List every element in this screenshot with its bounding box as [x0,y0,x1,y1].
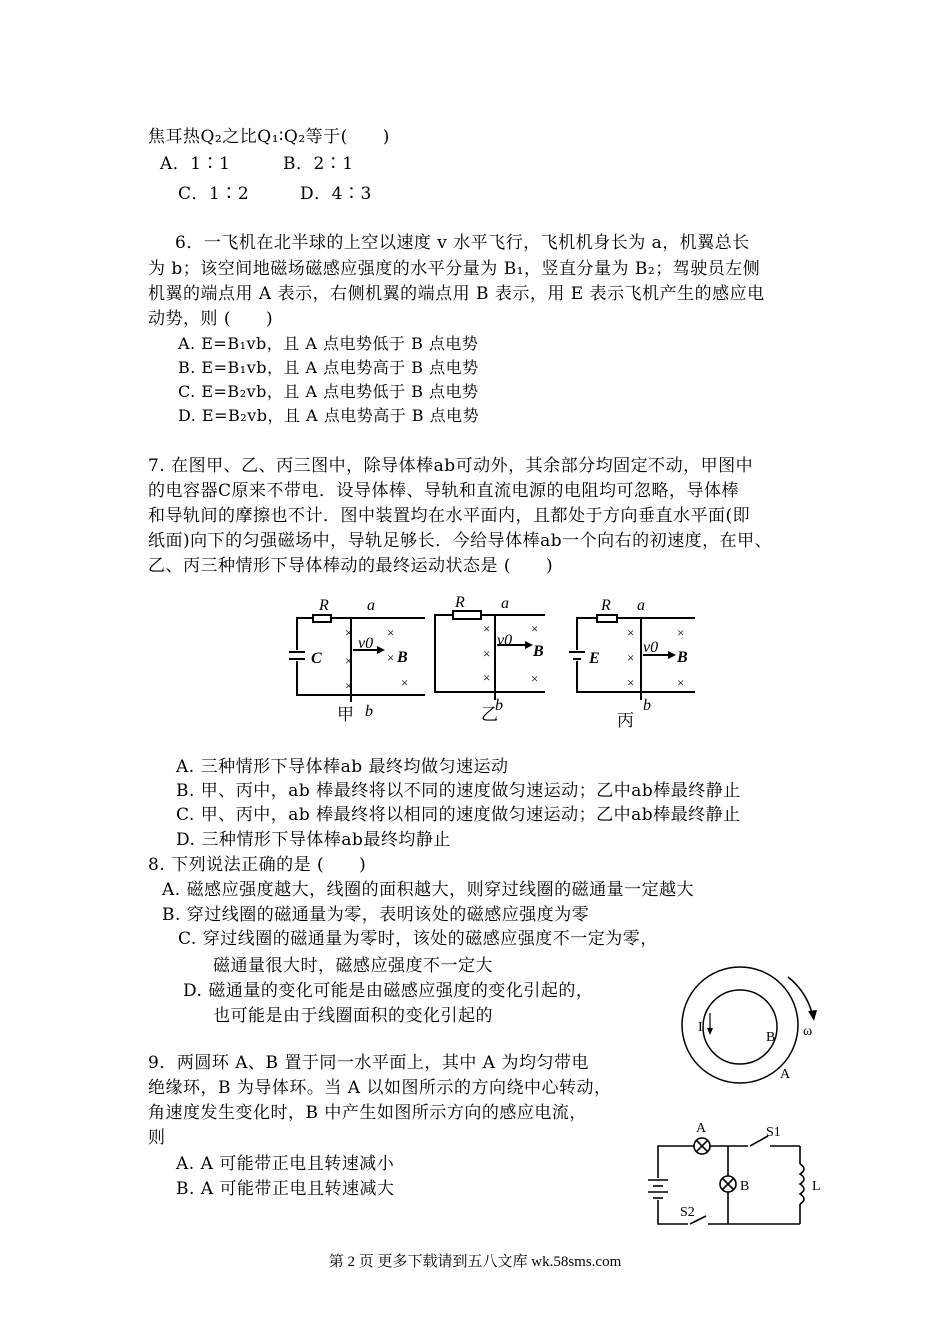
q9-stem-line1: 9．两圆环 A、B 置于同一水平面上，其中 A 为均匀带电 [148,1053,589,1073]
svg-text:甲: 甲 [337,705,354,724]
page-footer: 第 2 页 更多下载请到五八文库 wk.58sms.com [328,1254,622,1270]
q9-option-b: B. A 可能带正电且转速减大 [176,1179,395,1199]
svg-text:b: b [495,697,503,714]
svg-text:R: R [601,597,611,614]
q7-stem-line4: 纸面)向下的匀强磁场中，导轨足够长．今给导体棒ab一个向右的初速度，在甲、 [148,531,773,551]
rotation-arrow [788,977,812,1013]
q6-option-c: C. E=B₂vb，且 A 点电势低于 B 点电势 [178,382,479,401]
svg-text:a: a [501,595,509,612]
q6-option-b: B. E=B₁vb，且 A 点电势高于 B 点电势 [178,358,479,377]
svg-text:×: × [345,653,353,668]
q7-option-c: C. 甲、丙中，ab 棒最终将以相同的速度做匀速运动；乙中ab棒最终静止 [176,805,741,825]
svg-text:a: a [367,597,375,614]
q6-stem-line1: 6．一飞机在北半球的上空以速度 v 水平飞行，飞机机身长为 a，机翼总长 [175,233,750,253]
svg-text:a: a [637,597,645,614]
svg-text:v0: v0 [358,635,374,652]
svg-text:×: × [677,675,685,690]
svg-text:b: b [643,697,651,714]
q5-option-d: D．4∶3 [300,184,372,204]
svg-text:×: × [677,625,685,640]
ring-b [703,990,777,1064]
resistor-jia [313,615,331,622]
svg-text:v0: v0 [497,632,513,649]
q7-circuit-figure [285,590,715,740]
svg-text:×: × [387,625,395,640]
q8-option-b: B. 穿过线圈的磁通量为零，表明该处的磁感应强度为零 [162,905,590,925]
q8-option-c-line1: C. 穿过线圈的磁通量为零时，该处的磁感应强度不一定为零， [178,929,658,949]
svg-text:S1: S1 [766,1125,781,1140]
q6-option-d: D. E=B₂vb，且 A 点电势高于 B 点电势 [178,406,480,425]
svg-text:B: B [397,649,408,666]
svg-text:×: × [531,621,539,636]
q5-option-c: C．1∶2 [178,184,250,204]
svg-text:×: × [627,675,635,690]
svg-text:L: L [812,1179,821,1194]
svg-text:×: × [345,625,353,640]
svg-text:丙: 丙 [617,711,634,730]
svg-text:I: I [698,1020,703,1035]
svg-text:v0: v0 [643,639,659,656]
svg-text:B: B [533,643,544,660]
q8-option-d-line2: 也可能是由于线圈面积的变化引起的 [213,1006,493,1026]
svg-text:R: R [455,594,465,611]
svg-text:C: C [311,650,322,667]
q9-option-a: A. A 可能带正电且转速减小 [176,1154,395,1174]
svg-text:E: E [589,650,600,667]
q7-stem-line1: 7. 在图甲、乙、丙三图中，除导体棒ab可动外，其余部分均固定不动，甲图中 [148,456,754,476]
svg-text:×: × [483,670,491,685]
q7-option-b: B. 甲、丙中，ab 棒最终将以不同的速度做匀速运动；乙中ab棒最终静止 [176,781,741,801]
q6-stem-line3: 机翼的端点用 A 表示，右侧机翼的端点用 B 表示，用 E 表示飞机产生的感应电 [148,284,765,304]
q7-stem-line3: 和导轨间的摩擦也不计．图中装置均在水平面内，且都处于方向垂直水平面(即 [148,506,751,526]
q7-stem-line2: 的电容器C原来不带电．设导体棒、导轨和直流电源的电阻均可忽略，导体棒 [148,481,740,501]
lamp-circuit-figure [640,1118,830,1233]
q9-stem-line3: 角速度发生变化时，B 中产生如图所示方向的感应电流， [148,1103,587,1123]
svg-text:×: × [401,675,409,690]
q6-option-a: A. E=B₁vb，且 A 点电势低于 B 点电势 [178,334,479,353]
svg-text:A: A [780,1067,791,1082]
q6-stem-line2: 为 b；该空间地磁场磁感应强度的水平分量为 B₁，竖直分量为 B₂；驾驶员左侧 [148,259,761,279]
q5-stem-tail: 焦耳热Q₂之比Q₁∶Q₂等于( ) [148,127,390,147]
q9-ring-figure [670,965,850,1090]
svg-text:×: × [531,671,539,686]
svg-text:R: R [319,597,329,614]
q5-option-a: A．1∶1 [160,154,231,174]
svg-text:×: × [345,678,353,693]
q7-option-a: A. 三种情形下导体棒ab 最终均做匀速运动 [176,757,509,777]
svg-text:A: A [696,1121,707,1136]
svg-text:B: B [766,1030,776,1045]
q9-stem-line2: 绝缘环，B 为导体环。当 A 以如图所示的方向绕中心转动， [148,1078,612,1098]
svg-text:×: × [627,650,635,665]
svg-text:B: B [740,1179,750,1194]
svg-text:×: × [387,650,395,665]
svg-text:×: × [483,621,491,636]
q6-stem-line4: 动势，则 ( ) [148,309,274,329]
q9-stem-line4: 则 [148,1128,166,1148]
q7-option-d: D. 三种情形下导体棒ab最终均静止 [176,830,451,850]
q7-stem-line5: 乙、丙三种情形下导体棒动的最终运动状态是 ( ) [148,556,554,576]
q8-option-c-line2: 磁通量很大时，磁感应强度不一定大 [213,956,493,976]
svg-text:乙: 乙 [481,705,498,724]
inductor-l [800,1164,804,1204]
svg-text:B: B [677,649,688,666]
q8-stem: 8. 下列说法正确的是 ( ) [148,855,367,875]
q5-option-b: B．2∶1 [283,154,354,174]
q8-option-d-line1: D. 磁通量的变化可能是由磁感应强度的变化引起的， [183,981,594,1001]
q8-option-a: A. 磁感应强度越大，线圈的面积越大，则穿过线圈的磁通量一定越大 [162,880,695,900]
svg-text:b: b [365,703,373,720]
svg-text:×: × [627,625,635,640]
svg-text:×: × [483,646,491,661]
svg-text:ω: ω [803,1024,813,1039]
svg-text:S2: S2 [680,1205,695,1220]
